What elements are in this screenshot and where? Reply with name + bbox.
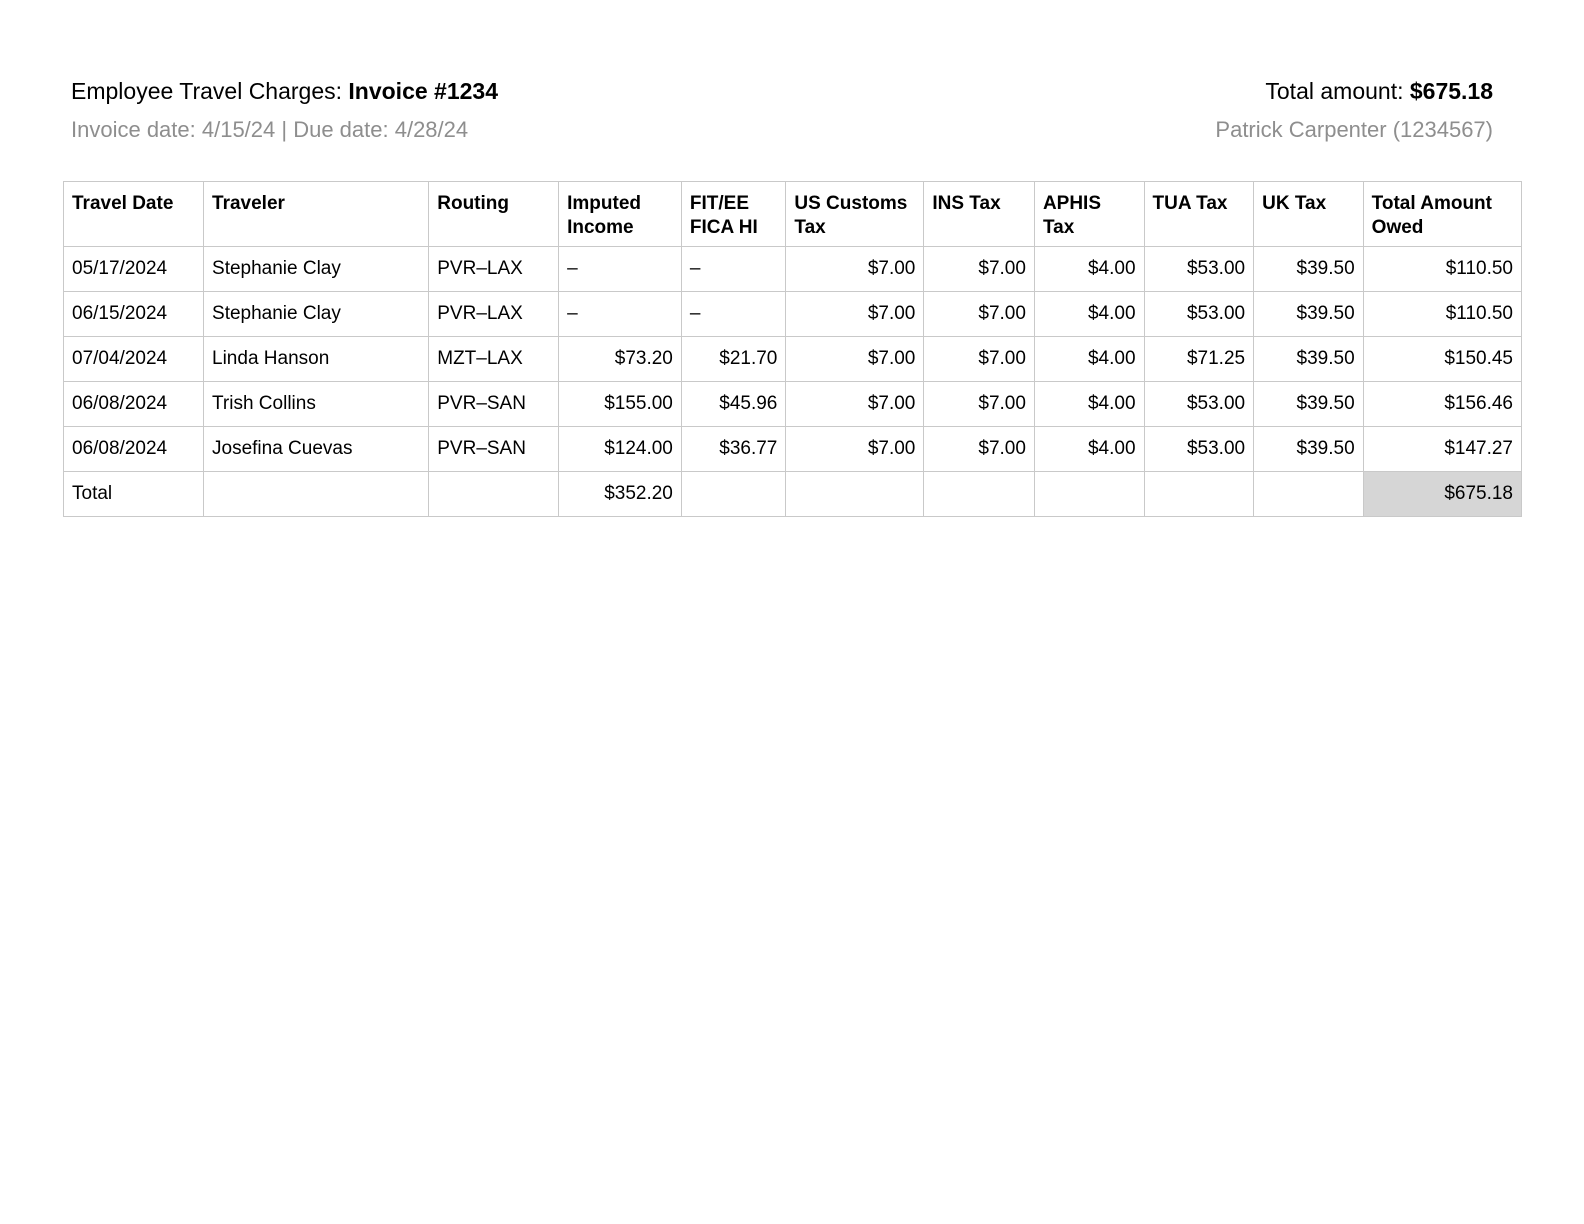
total-amount-value: $675.18 xyxy=(1409,78,1493,104)
total-row-empty-cell xyxy=(1034,472,1144,517)
cell-ins-tax: $7.00 xyxy=(924,337,1035,382)
cell-aphis-tax: $4.00 xyxy=(1034,382,1144,427)
cell-uk-tax: $39.50 xyxy=(1254,382,1364,427)
cell-fit-ee-fica-hi: $36.77 xyxy=(681,427,786,472)
column-header-fit-ee-fica-hi: FIT/EE FICA HI xyxy=(681,182,786,247)
cell-imputed-income: – xyxy=(559,292,682,337)
column-header-routing: Routing xyxy=(429,182,559,247)
cell-total-amount-owed: $156.46 xyxy=(1363,382,1521,427)
cell-tua-tax: $53.00 xyxy=(1144,247,1254,292)
invoice-header-right xyxy=(1215,76,1493,144)
total-amount-line xyxy=(1215,76,1493,106)
cell-routing: PVR–SAN xyxy=(429,382,559,427)
column-header-uk-tax: UK Tax xyxy=(1254,182,1364,247)
cell-tua-tax: $53.00 xyxy=(1144,427,1254,472)
cell-us-customs-tax: $7.00 xyxy=(786,247,924,292)
cell-fit-ee-fica-hi: – xyxy=(681,292,786,337)
cell-traveler: Trish Collins xyxy=(204,382,429,427)
cell-us-customs-tax: $7.00 xyxy=(786,292,924,337)
cell-routing: PVR–SAN xyxy=(429,427,559,472)
cell-us-customs-tax: $7.00 xyxy=(786,427,924,472)
column-header-total-amount-owed: Total Amount Owed xyxy=(1363,182,1521,247)
invoice-title-prefix: Employee Travel Charges: xyxy=(71,78,349,104)
table-header-row xyxy=(64,182,1522,247)
cell-travel-date: 06/08/2024 xyxy=(64,382,204,427)
column-header-aphis-tax: APHIS Tax xyxy=(1034,182,1144,247)
cell-aphis-tax: $4.00 xyxy=(1034,292,1144,337)
cell-imputed-income: $73.20 xyxy=(559,337,682,382)
table-row xyxy=(64,382,1522,427)
cell-traveler: Stephanie Clay xyxy=(204,247,429,292)
cell-travel-date: 05/17/2024 xyxy=(64,247,204,292)
invoice-header-left xyxy=(71,76,498,144)
cell-imputed-income: – xyxy=(559,247,682,292)
cell-us-customs-tax: $7.00 xyxy=(786,382,924,427)
column-header-tua-tax: TUA Tax xyxy=(1144,182,1254,247)
total-row-empty-cell xyxy=(924,472,1035,517)
table-row xyxy=(64,427,1522,472)
table-total-row xyxy=(64,472,1522,517)
cell-routing: MZT–LAX xyxy=(429,337,559,382)
cell-uk-tax: $39.50 xyxy=(1254,427,1364,472)
cell-uk-tax: $39.50 xyxy=(1254,247,1364,292)
cell-travel-date: 06/15/2024 xyxy=(64,292,204,337)
invoice-number: Invoice #1234 xyxy=(348,78,499,104)
cell-ins-tax: $7.00 xyxy=(924,427,1035,472)
cell-tua-tax: $53.00 xyxy=(1144,292,1254,337)
table-row xyxy=(64,337,1522,382)
cell-us-customs-tax: $7.00 xyxy=(786,337,924,382)
cell-ins-tax: $7.00 xyxy=(924,382,1035,427)
cell-traveler: Josefina Cuevas xyxy=(204,427,429,472)
employee-name: Patrick Carpenter (1234567) xyxy=(1215,117,1493,142)
cell-imputed-income: $155.00 xyxy=(559,382,682,427)
total-row-empty-cell xyxy=(1144,472,1254,517)
cell-total-amount-owed: $110.50 xyxy=(1363,247,1521,292)
cell-tua-tax: $53.00 xyxy=(1144,382,1254,427)
cell-traveler: Stephanie Clay xyxy=(204,292,429,337)
total-row-empty-cell xyxy=(204,472,429,517)
cell-traveler: Linda Hanson xyxy=(204,337,429,382)
cell-total-amount-owed: $110.50 xyxy=(1363,292,1521,337)
cell-routing: PVR–LAX xyxy=(429,247,559,292)
cell-fit-ee-fica-hi: – xyxy=(681,247,786,292)
cell-tua-tax: $71.25 xyxy=(1144,337,1254,382)
cell-routing: PVR–LAX xyxy=(429,292,559,337)
total-row-label: Total xyxy=(64,472,204,517)
total-row-empty-cell xyxy=(681,472,786,517)
total-row-empty-cell xyxy=(429,472,559,517)
cell-travel-date: 06/08/2024 xyxy=(64,427,204,472)
total-row-empty-cell xyxy=(1254,472,1364,517)
travel-charges-table xyxy=(63,181,1522,517)
cell-imputed-income: $124.00 xyxy=(559,427,682,472)
table-row xyxy=(64,247,1522,292)
cell-ins-tax: $7.00 xyxy=(924,292,1035,337)
cell-fit-ee-fica-hi: $45.96 xyxy=(681,382,786,427)
column-header-traveler: Traveler xyxy=(204,182,429,247)
total-row-empty-cell xyxy=(786,472,924,517)
invoice-dates: Invoice date: 4/15/24 | Due date: 4/28/24 xyxy=(71,117,469,142)
cell-uk-tax: $39.50 xyxy=(1254,292,1364,337)
cell-travel-date: 07/04/2024 xyxy=(64,337,204,382)
cell-total-amount-owed: $150.45 xyxy=(1363,337,1521,382)
table-row xyxy=(64,292,1522,337)
column-header-imputed-income: Imputed Income xyxy=(559,182,682,247)
cell-aphis-tax: $4.00 xyxy=(1034,427,1144,472)
cell-total-amount-owed: $147.27 xyxy=(1363,427,1521,472)
invoice-title xyxy=(71,76,498,106)
cell-ins-tax: $7.00 xyxy=(924,247,1035,292)
cell-uk-tax: $39.50 xyxy=(1254,337,1364,382)
column-header-us-customs-tax: US Customs Tax xyxy=(786,182,924,247)
column-header-ins-tax: INS Tax xyxy=(924,182,1035,247)
cell-fit-ee-fica-hi: $21.70 xyxy=(681,337,786,382)
cell-aphis-tax: $4.00 xyxy=(1034,337,1144,382)
total-imputed-income: $352.20 xyxy=(559,472,682,517)
column-header-travel-date: Travel Date xyxy=(64,182,204,247)
cell-aphis-tax: $4.00 xyxy=(1034,247,1144,292)
grand-total-amount-owed: $675.18 xyxy=(1363,472,1521,517)
total-amount-prefix: Total amount: xyxy=(1265,78,1410,104)
